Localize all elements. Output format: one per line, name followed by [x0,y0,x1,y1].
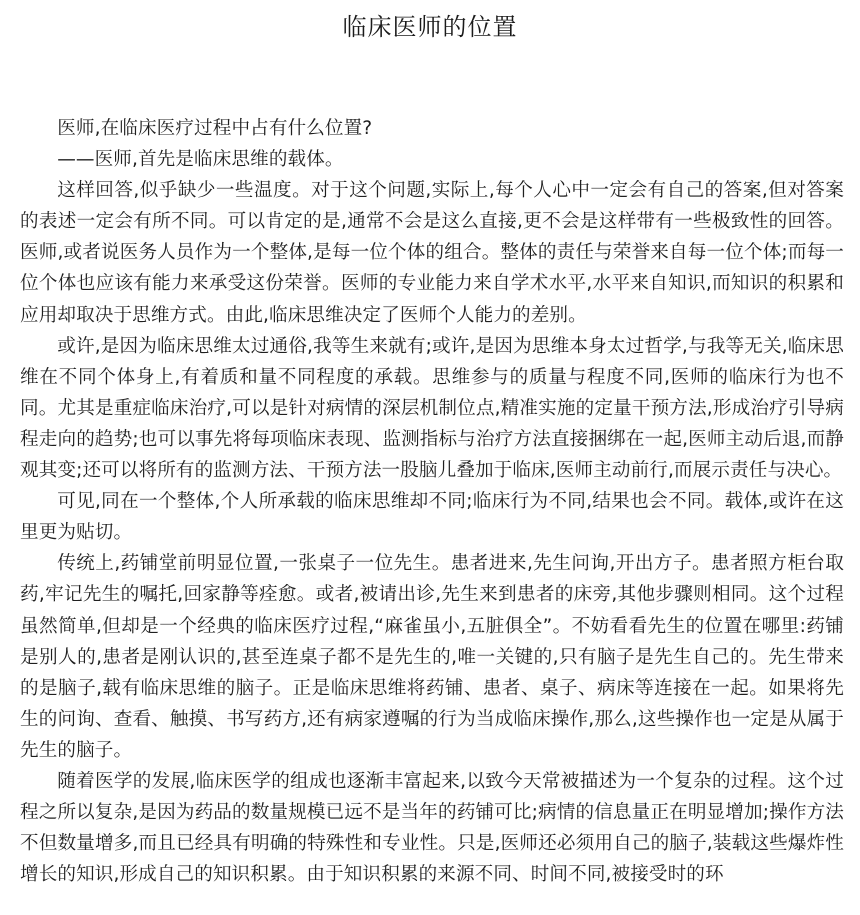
paragraph: 或许,是因为临床思维太过通俗,我等生来就有;或许,是因为思维本身太过哲学,与我等无关,临床思维在不同个体身上,有着质和量不同程度的承载。思维参与的质量与程度不同,医师的临床行为也不同。尤其是重症临床治疗,可以是针对病情的深层机制位点,精准实施的定量干预方法,形成治疗引导病程走向的趋势;也可以事先将每项临床表现、监测指标与治疗方法直接捆绑在一起,医师主动后退,而静观其变;还可以将所有的监测方法、干预方法一股脑儿叠加于临床,医师主动前行,而展示责任与决心。 [20,335,844,482]
paragraph: 这样回答,似乎缺少一些温度。对于这个问题,实际上,每个人心中一定会有自己的答案,但对答案的表述一定会有所不同。可以肯定的是,通常不会是这么直接,更不会是这样带有一些极致性的回答。医师,或者说医务人员作为一个整体,是每一位个体的组合。整体的责任与荣誉来自每一位个体;而每一位个体也应该有能力来承受这份荣誉。医师的专业能力来自学术水平,水平来自知识,而知识的积累和应用却取决于思维方式。由此,临床思维决定了医师个人能力的差别。 [20,180,844,326]
page-title: 临床医师的位置 [342,13,518,41]
paragraph-answer: ——医师,首先是临床思维的载体。 [57,149,344,171]
article-body [20,113,844,890]
paragraph: 随着医学的发展,临床医学的组成也逐渐丰富起来,以致今天常被描述为一个复杂的过程。这个过程之所以复杂,是因为药品的数量规模已远不是当年的药铺可比;病情的信息量正在明显增加;操作方法不但数量增多,而且已经具有明确的特殊性和专业性。只是,医师还必须用自己的脑子,装载这些爆炸性增长的知识,形成自己的知识积累。由于知识积累的来源不同、时间不同,被接受时的环 [20,770,844,886]
paragraph: 传统上,药铺堂前明显位置,一张桌子一位先生。患者进来,先生问询,开出方子。患者照方柜台取药,牢记先生的嘱托,回家静等痊愈。或者,被请出诊,先生来到患者的床旁,其他步骤则相同。这个过程虽然简单,但却是一个经典的临床医疗过程,“麻雀虽小,五脏俱全”。不妨看看先生的位置在哪里:药铺是别人的,患者是刚认识的,甚至连桌子都不是先生的,唯一关键的,只有脑子是先生自己的。先生带来的是脑子,载有临床思维的脑子。正是临床思维将药铺、患者、桌子、病床等连接在一起。如果将先生的问询、查看、触摸、书写药方,还有病家遵嘱的行为当成临床操作,那么,这些操作也一定是从属于先生的脑子。 [20,553,844,761]
paragraph-question: 医师,在临床医疗过程中占有什么位置? [57,118,373,139]
paragraph: 可见,同在一个整体,个人所承载的临床思维却不同;临床行为不同,结果也会不同。载体,或许在这里更为贴切。 [20,491,844,544]
